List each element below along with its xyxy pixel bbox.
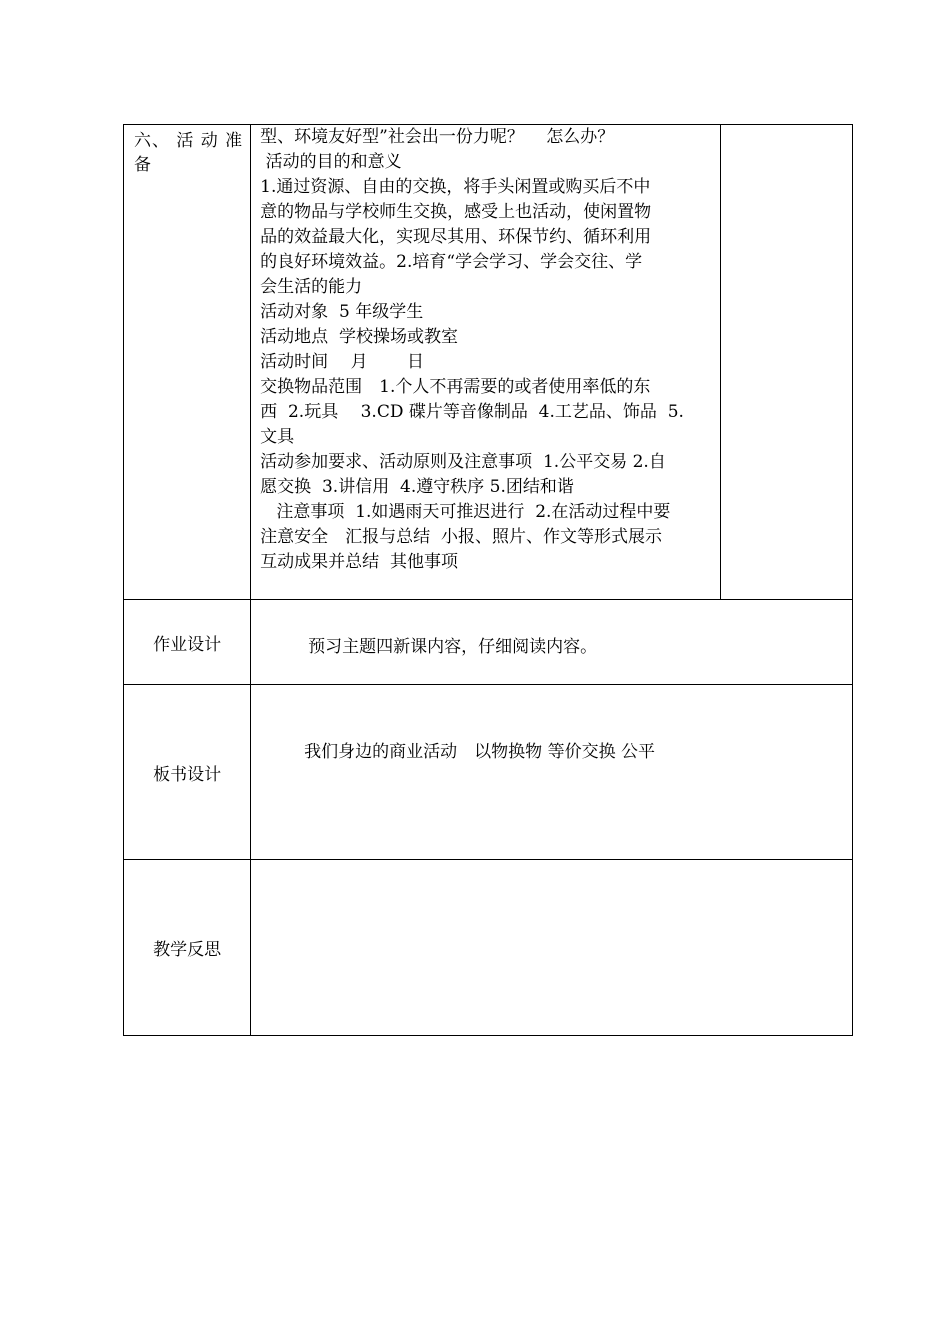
board-design-row	[124, 685, 853, 860]
lesson-plan-table	[123, 124, 853, 1036]
reflection-label: 教学反思	[124, 860, 251, 1036]
homework-label: 作业设计	[124, 600, 251, 685]
activity-line: 活动对象 5 年级学生	[260, 302, 424, 322]
activity-line: 1.通过资源、自由的交换，将手头闲置或购买后不中	[260, 177, 651, 197]
activity-line: 活动的目的和意义	[260, 152, 402, 172]
board-design-label: 板书设计	[124, 685, 251, 860]
activity-prep-label-cell	[124, 125, 251, 600]
reflection-row	[124, 860, 853, 1036]
activity-prep-notes-cell	[720, 125, 852, 600]
activity-line: 活动参加要求、活动原则及注意事项 1.公平交易 2.自	[260, 452, 666, 472]
reflection-content-cell	[251, 860, 853, 1036]
activity-prep-row	[124, 125, 853, 600]
activity-line: 活动时间 月 日	[260, 352, 424, 372]
activity-line: 型、环境友好型”社会出一份力呢？ 怎么办？	[260, 127, 615, 147]
activity-line: 互动成果并总结 其他事项	[260, 552, 458, 572]
activity-line: 交换物品范围 1.个人不再需要的或者使用率低的东	[260, 377, 651, 397]
activity-prep-label	[124, 125, 250, 177]
board-design-content-cell	[251, 685, 853, 860]
activity-prep-label-line2: 备	[134, 155, 151, 175]
activity-prep-content	[251, 125, 720, 575]
activity-line: 会生活的能力	[260, 277, 363, 297]
activity-line: 意的物品与学校师生交换，感受上也活动，使闲置物	[260, 202, 652, 222]
activity-line: 愿交换 3.讲信用 4.遵守秩序 5.团结和谐	[260, 477, 574, 497]
homework-row	[124, 600, 853, 685]
activity-prep-content-cell	[251, 125, 721, 600]
board-design-content: 我们身边的商业活动 以物换物 等价交换 公平	[304, 742, 655, 762]
activity-line: 西 2.玩具 3.CD 碟片等音像制品 4.工艺品、饰品 5.	[260, 402, 684, 422]
activity-line: 注意事项 1.如遇雨天可推迟进行 2.在活动过程中要	[260, 502, 671, 522]
activity-line: 的良好环境效益。2.培育“学会学习、学会交往、学	[260, 252, 643, 272]
homework-content-cell	[251, 600, 853, 685]
activity-prep-label-line1: 六、 活 动 准	[134, 131, 243, 151]
activity-line: 品的效益最大化，实现尽其用、环保节约、循环利用	[260, 227, 652, 247]
homework-content: 预习主题四新课内容，仔细阅读内容。	[308, 637, 598, 657]
activity-line: 注意安全 汇报与总结 小报、照片、作文等形式展示	[260, 527, 662, 547]
activity-line: 活动地点 学校操场或教室	[260, 327, 458, 347]
activity-line: 文具	[260, 427, 295, 447]
